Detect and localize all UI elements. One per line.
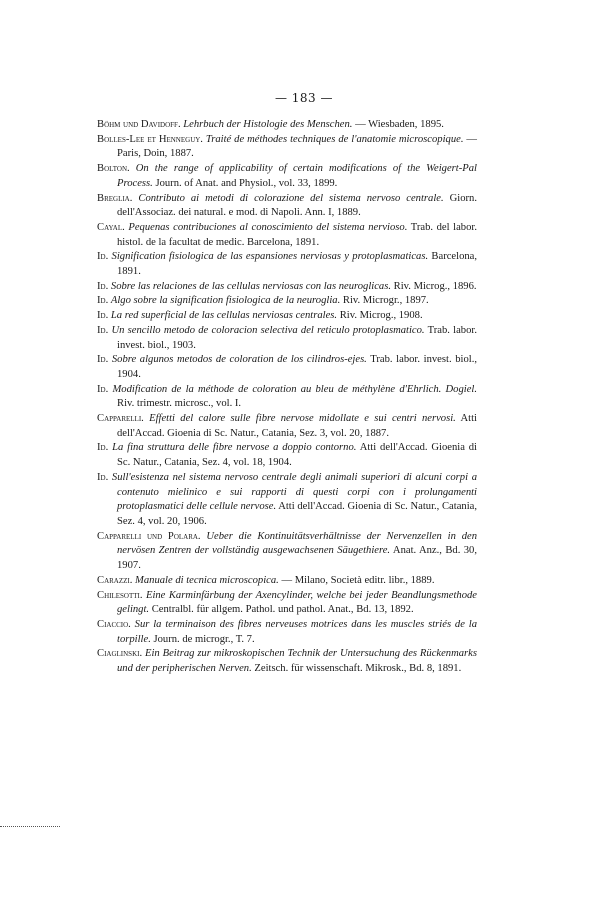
bibliography-entry: [97, 221, 477, 250]
entry-title: Pequenas contribuciones al conoscimiento del sistema nervioso.: [128, 221, 408, 233]
bibliography-entry: [97, 324, 477, 353]
entry-publication: Zeitsch. für wissenschaft. Mikrosk., Bd. 8, 1891.: [254, 663, 462, 675]
bibliography-entry: [97, 353, 477, 382]
bibliography-entry: [97, 441, 477, 470]
entry-author: Id.: [97, 354, 109, 366]
bibliography-entry: [97, 133, 477, 162]
entry-publication: Journ. of Anat. and Physiol., vol. 33, 1899.: [155, 177, 338, 189]
entry-title: Sur la terminaison des fibres nerveuses motrices dans les muscles striés de la torpille.: [117, 618, 477, 645]
entry-title: Effetti del calore sulle fibre nervose midollate e sui centri nervosi.: [149, 413, 456, 425]
entry-publication: — Wiesbaden, 1895.: [355, 119, 444, 130]
bibliography-entry: [97, 192, 477, 221]
entry-title: Modification de la méthode de coloration au bleu de méthylène d'Ehrlich. Dogiel.: [112, 383, 477, 395]
entry-author: Id.: [97, 442, 109, 454]
entry-title: Contributo ai metodi di colorazione del sistema nervoso centrale.: [138, 192, 444, 204]
entry-title: Manuale di tecnica microscopica.: [135, 574, 279, 586]
entry-title: Eine Karminfärbung der Axencylinder, welche bei jeder Beandlungsmethode gelingt.: [117, 589, 477, 616]
bibliography-entry: [97, 412, 477, 441]
bibliography-entry: [97, 162, 477, 191]
margin-dotted-rule: [0, 826, 60, 827]
entry-title: Signification fisiologica de las espansiones nerviosas y protoplasmaticas.: [111, 251, 429, 263]
entry-publication: Trab. labor. invest. biol., 1904.: [117, 354, 477, 380]
entry-publication: Riv. trimestr. microsc., vol. I.: [117, 398, 242, 410]
bibliography-list: [97, 118, 477, 677]
entry-publication: Anat. Anz., Bd. 30, 1907.: [117, 545, 477, 572]
entry-title: Traité de méthodes techniques de l'anatomie microscopique.: [205, 133, 464, 145]
entry-title: La fina struttura delle fibre nervose a doppio contorno.: [112, 442, 357, 454]
entry-title: Sull'esistenza nel sistema nervoso centrale degli animali superiori di alcuni corpi a contenuto mielinico e sui rapporti di questi corpi con i prolungamenti protoplasmatici delle cellule nervose.: [111, 471, 477, 513]
entry-author: Chilesotti.: [97, 589, 143, 601]
bibliography-entry: [97, 618, 477, 647]
entry-title: Ein Beitrag zur mikroskopischen Technik der Untersuchung des Rückenmarks und der peripherischen Nerven.: [117, 648, 477, 675]
entry-publication: Riv. Microg., 1908.: [339, 310, 423, 322]
entry-title: Sobre algunos metodos de coloration de los cilindros-ejes.: [111, 354, 367, 366]
bibliography-entry: [97, 471, 477, 530]
entry-author: Id.: [97, 324, 109, 336]
entry-author: Capparelli.: [97, 413, 144, 425]
bibliography-entry: [97, 309, 477, 324]
entry-author: Capparelli und Polara.: [97, 530, 201, 542]
entry-author: Carazzi.: [97, 574, 133, 586]
bibliography-entry: [97, 250, 477, 279]
entry-publication: Trab. labor. invest. biol., 1903.: [117, 324, 477, 351]
entry-title: On the range of applicability of certain modifications of the Weigert-Pal Process.: [117, 163, 477, 189]
entry-publication: Atti dell'Accad. Gioenia di Sc. Natur., Catania, Sez. 3, vol. 20, 1887.: [117, 413, 477, 439]
entry-title: Lehrbuch der Histologie des Menschen.: [183, 119, 353, 130]
entry-publication: — Paris, Doin, 1887.: [117, 133, 478, 160]
entry-author: Id.: [97, 471, 109, 483]
bibliography-entry: [97, 294, 477, 309]
entry-author: Id.: [97, 295, 109, 307]
entry-author: Ciaglinski.: [97, 648, 143, 660]
entry-author: Breglia.: [97, 192, 133, 204]
entry-publication: Riv. Microg., 1896.: [393, 280, 477, 292]
entry-author: Bolton.: [97, 163, 130, 175]
bibliography-entry: [97, 647, 477, 676]
entry-author: Id.: [97, 280, 109, 292]
entry-publication: Barcelona, 1891.: [117, 251, 478, 278]
bibliography-entry: [97, 383, 477, 412]
entry-title: Sobre las relaciones de las cellulas nerviosas con las neuroglicas.: [110, 280, 391, 292]
bibliography-entry: [97, 118, 477, 133]
entry-publication: Atti dell'Accad. Gioenia di Sc. Natur., Catania, Sez. 4, vol. 20, 1906.: [117, 501, 477, 527]
entry-publication: Atti dell'Accad. Gioenia di Sc. Natur., Catania, Sez. 4, vol. 18, 1904.: [117, 442, 477, 469]
entry-title: La red superficial de las cellulas nerviosas centrales.: [110, 310, 338, 322]
bibliography-entry: [97, 530, 477, 574]
entry-title: Ueber die Kontinuitätsverhältnisse der Nervenzellen in den nervösen Zentren der vollständig ausgewachsenen Säugethiere.: [117, 530, 477, 557]
entry-author: Id.: [97, 383, 109, 395]
entry-author: Ciaccio.: [97, 618, 131, 630]
entry-author: Bolles-Lee et Henneguy.: [97, 133, 203, 145]
bibliography-entry: [97, 589, 477, 618]
entry-author: Id.: [97, 251, 109, 263]
entry-title: Algo sobre la signification fisiologica de la neuroglia.: [110, 295, 341, 307]
entry-author: Cayal.: [97, 221, 125, 233]
entry-author: Böhm und Davidoff.: [97, 119, 181, 130]
bibliography-entry: [97, 280, 477, 295]
entry-publication: Riv. Microgr., 1897.: [342, 295, 429, 307]
bibliography-entry: [97, 574, 477, 589]
entry-publication: Trab. del labor. histol. de la facultat de medic. Barcelona, 1891.: [117, 221, 477, 248]
entry-author: Id.: [97, 310, 109, 322]
entry-title: Un sencillo metodo de coloracion selectiva del reticulo protoplasmatico.: [111, 324, 425, 336]
entry-publication: Journ. de microgr., T. 7.: [153, 633, 255, 645]
entry-publication: — Milano, Società editr. libr., 1889.: [281, 574, 435, 586]
entry-publication: Giorn. dell'Associaz. dei natural. e mod. di Napoli. Ann. I, 1889.: [117, 192, 477, 219]
entry-publication: Centralbl. für allgem. Pathol. und pathol. Anat., Bd. 13, 1892.: [151, 604, 414, 616]
page-number: — 183 —: [274, 91, 334, 105]
